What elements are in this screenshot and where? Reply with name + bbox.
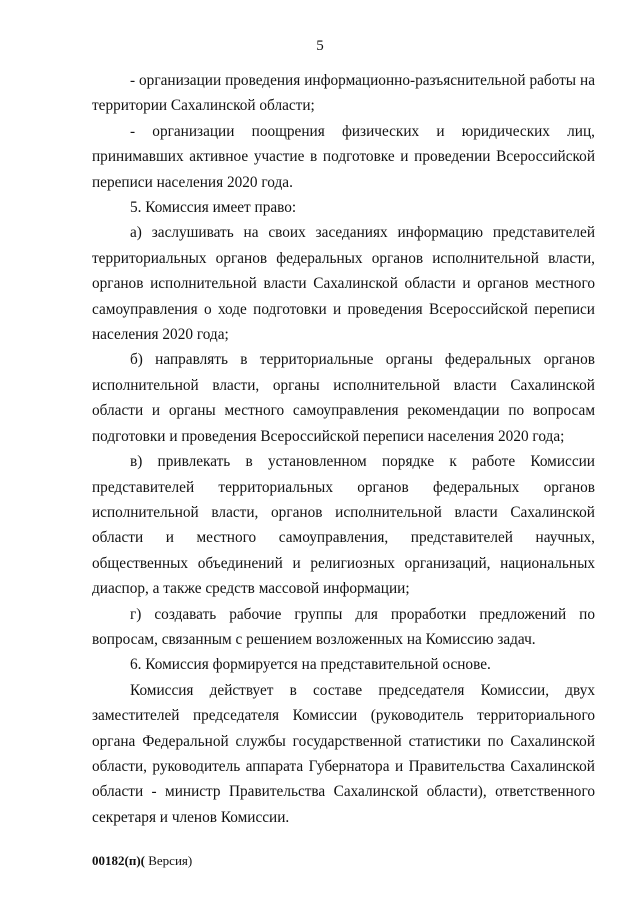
page-number: 5 [316,38,324,54]
paragraph-commission-formed: 6. Комиссия формируется на представительной основе. [130,656,491,674]
document-code: 00182(п)( [92,853,145,868]
document-body [92,68,595,830]
paragraph-encouragement: - организации поощрения физических и юридических лиц, принимавших активное участие в подготовке и проведении Всероссийской переписи населения 2020 года. [92,122,595,191]
paragraph-right-v: в) привлекать в установленном порядке к работе Комиссии представителей территориальных органов федеральных органов исполнительной власти, органов исполнительной власти Сахалинской области и местного самоуправления, представителей научных, общественных объединений и религиозных организаций, национальных диаспор, а также средств массовой информации; [92,453,595,598]
document-version: Версия) [144,853,193,868]
paragraph-right-a: а) заслушивать на своих заседаниях информацию представителей территориальных органов федеральных органов исполнительной власти, органов исполнительной власти Сахалинской области и органов местного самоуправления о ходе подготовки и проведения Всероссийской переписи населения 2020 года; [92,224,595,344]
paragraph-right-g: г) создавать рабочие группы для проработки предложений по вопросам, связанным с решением возложенных на Комиссию задач. [92,605,595,648]
document-footer [92,853,192,869]
paragraph-commission-rights: 5. Комиссия имеет право: [130,199,297,217]
paragraph-commission-composition: Комиссия действует в составе председателя Комиссии, двух заместителей председателя Комиссии (руководитель территориального органа Федеральной службы государственной статистики по Сахалинской области, руководитель аппарата Губернатора и Правительства Сахалинской области - министр Правительства Сахалинской области), ответственного секретаря и членов Комиссии. [92,681,595,826]
paragraph-right-b: б) направлять в территориальные органы федеральных органов исполнительной власти, органы исполнительной власти Сахалинской области и органы местного самоуправления рекомендации по вопросам подготовки и проведения Всероссийской переписи населения 2020 года; [92,351,595,445]
paragraph-info-work: - организации проведения информационно-разъяснительной работы на территории Сахалинской области; [92,72,595,115]
